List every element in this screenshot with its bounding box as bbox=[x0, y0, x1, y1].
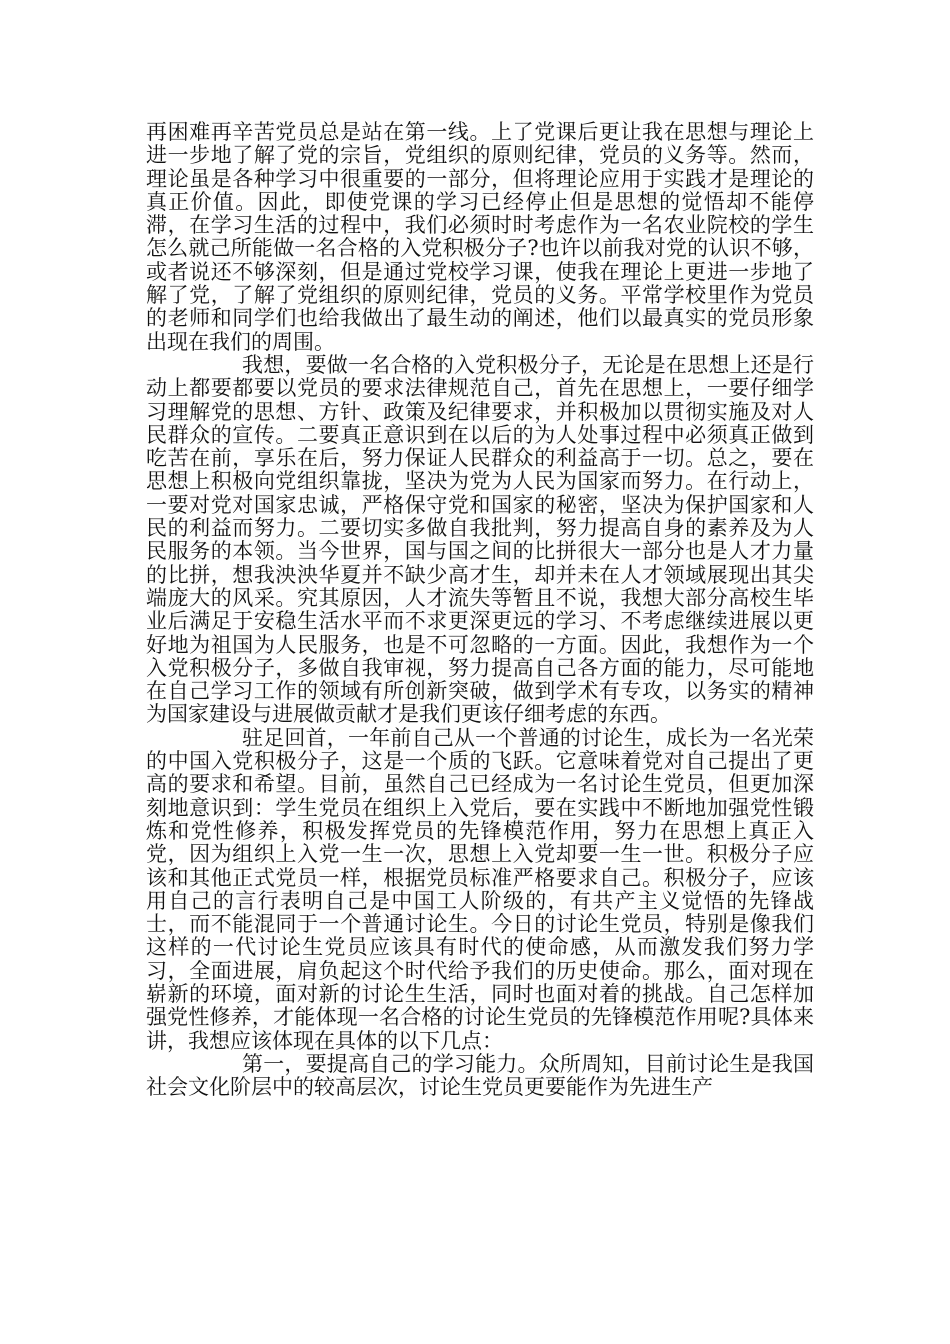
paragraph-4: 第一，要提高自己的学习能力。众所周知，目前讨论生是我国社会文化阶层中的较高层次，讨论生党员更要能作为先进生产 bbox=[146, 1051, 814, 1100]
document-body bbox=[146, 121, 814, 1099]
paragraph-1: 再困难再辛苦党员总是站在第一线。上了党课后更让我在思想与理论上进一步地了解了党的宗旨，党组织的原则纪律，党员的义务等。然而，理论虽是各种学习中很重要的一部分，但将理论应用于实践才是理论的真正价值。因此，即使党课的学习已经停止但是思想的觉悟却不能停滞，在学习生活的过程中，我们必须时时考虑作为一名农业院校的学生怎么就己所能做一名合格的入党积极分子?也许以前我对党的认识不够，或者说还不够深刻，但是通过党校学习课，使我在理论上更进一步地了解了党，了解了党组织的原则纪律，党员的义务。平常学校里作为党员的老师和同学们也给我做出了最生动的阐述，他们以最真实的党员形象出现在我们的周围。 bbox=[146, 120, 814, 354]
paragraph-3: 驻足回首，一年前自己从一个普通的讨论生，成长为一名光荣的中国入党积极分子，这是一个质的飞跃。它意味着党对自己提出了更高的要求和希望。目前，虽然自己已经成为一名讨论生党员，但更加深刻地意识到：学生党员在组织上入党后，要在实践中不断地加强党性锻炼和党性修养，积极发挥党员的先锋模范作用，努力在思想上真正入党，因为组织上入党一生一次，思想上入党却要一生一世。积极分子应该和其他正式党员一样，根据党员标准严格要求自己。积极分子，应该用自己的言行表明自己是中国工人阶级的，有共产主义觉悟的先锋战士，而不能混同于一个普通讨论生。今日的讨论生党员，特别是像我们这样的一代讨论生党员应该具有时代的使命感，从而激发我们努力学习，全面进展，肩负起这个时代给予我们的历史使命。那么，面对现在崭新的环境，面对新的讨论生生活，同时也面对着的挑战。自己怎样加强党性修养，才能体现一名合格的讨论生党员的先锋模范作用呢?具体来讲，我想应该体现在具体的以下几点： bbox=[146, 725, 814, 1053]
paragraph-2: 我想，要做一名合格的入党积极分子，无论是在思想上还是行动上都要都要以党员的要求法律规范自己，首先在思想上，一要仔细学习理解党的思想、方针、政策及纪律要求，并积极加以贯彻实施及对人民群众的宣传。二要真正意识到在以后的为人处事过程中必须真正做到吃苦在前，享乐在后，努力保证人民群众的利益高于一切。总之，要在思想上积极向党组织靠拢，坚决为党为人民为国家而努力。在行动上，一要对党对国家忠诚，严格保守党和国家的秘密，坚决为保护国家和人民的利益而努力。二要切实多做自我批判，努力提高自身的素养及为人民服务的本领。当今世界，国与国之间的比拼很大一部分也是人才力量的比拼，想我泱泱华夏并不缺少高才生，却并未在人才领域展现出其尖端庞大的风采。究其原因，人才流失等暂且不说，我想大部分高校生毕业后满足于安稳生活水平而不求更深更远的学习、不考虑继续进展以更好地为祖国为人民服务，也是不可忽略的一方面。因此，我想作为一个入党积极分子，多做自我审视，努力提高自己各方面的能力，尽可能地在自己学习工作的领域有所创新突破，做到学术有专攻，以务实的精神为国家建设与进展做贡献才是我们更该仔细考虑的东西。 bbox=[146, 352, 814, 727]
